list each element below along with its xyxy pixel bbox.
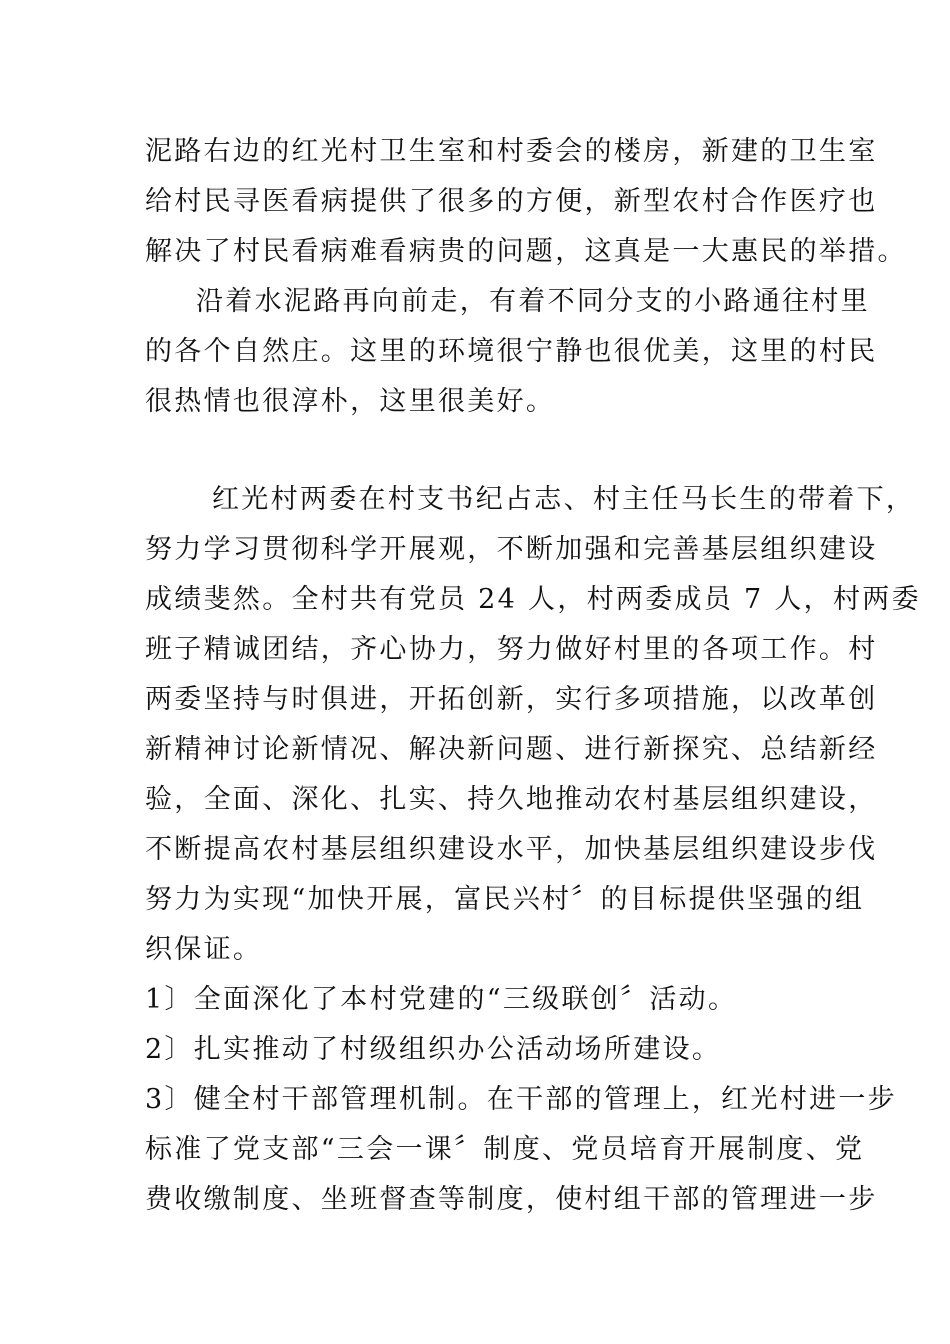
text-line: 标准了党支部“三会一课〞制度、党员培育开展制度、党	[145, 1134, 865, 1165]
text-line: 努力学习贯彻科学开展观，不断加强和完善基层组织建设	[145, 534, 878, 565]
text-line: 红光村两委在村支书纪占志、村主任马长生的带着下，	[212, 484, 916, 515]
text-line: 验，全面、深化、扎实、持久地推动农村基层组织建设，	[145, 784, 878, 815]
text-line: 成绩斐然。全村共有党员 24 人，村两委成员 7 人，村两委	[145, 584, 921, 615]
text-line: 给村民寻医看病提供了很多的方便，新型农村合作医疗也	[145, 186, 878, 217]
list-item: 3〕健全村干部管理机制。在干部的管理上，红光村进一步	[145, 1084, 897, 1115]
text-line: 织保证。	[145, 934, 263, 965]
text-line: 班子精诚团结，齐心协力，努力做好村里的各项工作。村	[145, 634, 878, 665]
text-line: 泥路右边的红光村卫生室和村委会的楼房，新建的卫生室	[145, 136, 878, 167]
text-line: 费收缴制度、坐班督查等制度，使村组干部的管理进一步	[145, 1184, 878, 1215]
text-line: 沿着水泥路再向前走，有着不同分支的小路通往村里	[196, 286, 870, 317]
text-line: 努力为实现“加快开展，富民兴村〞的目标提供坚强的组	[145, 884, 865, 915]
text-line: 两委坚持与时俱进，开拓创新，实行多项措施，以改革创	[145, 684, 878, 715]
list-item: 1〕全面深化了本村党建的“三级联创〞活动。	[145, 984, 738, 1015]
text-line: 很热情也很淳朴，这里很美好。	[145, 386, 556, 417]
text-line: 解决了村民看病难看病贵的问题，这真是一大惠民的举措。	[145, 236, 907, 267]
text-line: 不断提高农村基层组织建设水平，加快基层组织建设步伐	[145, 834, 878, 865]
list-item: 2〕扎实推动了村级组织办公活动场所建设。	[145, 1034, 722, 1065]
text-line: 新精神讨论新情况、解决新问题、进行新探究、总结新经	[145, 734, 878, 765]
text-line: 的各个自然庄。这里的环境很宁静也很优美，这里的村民	[145, 336, 878, 367]
